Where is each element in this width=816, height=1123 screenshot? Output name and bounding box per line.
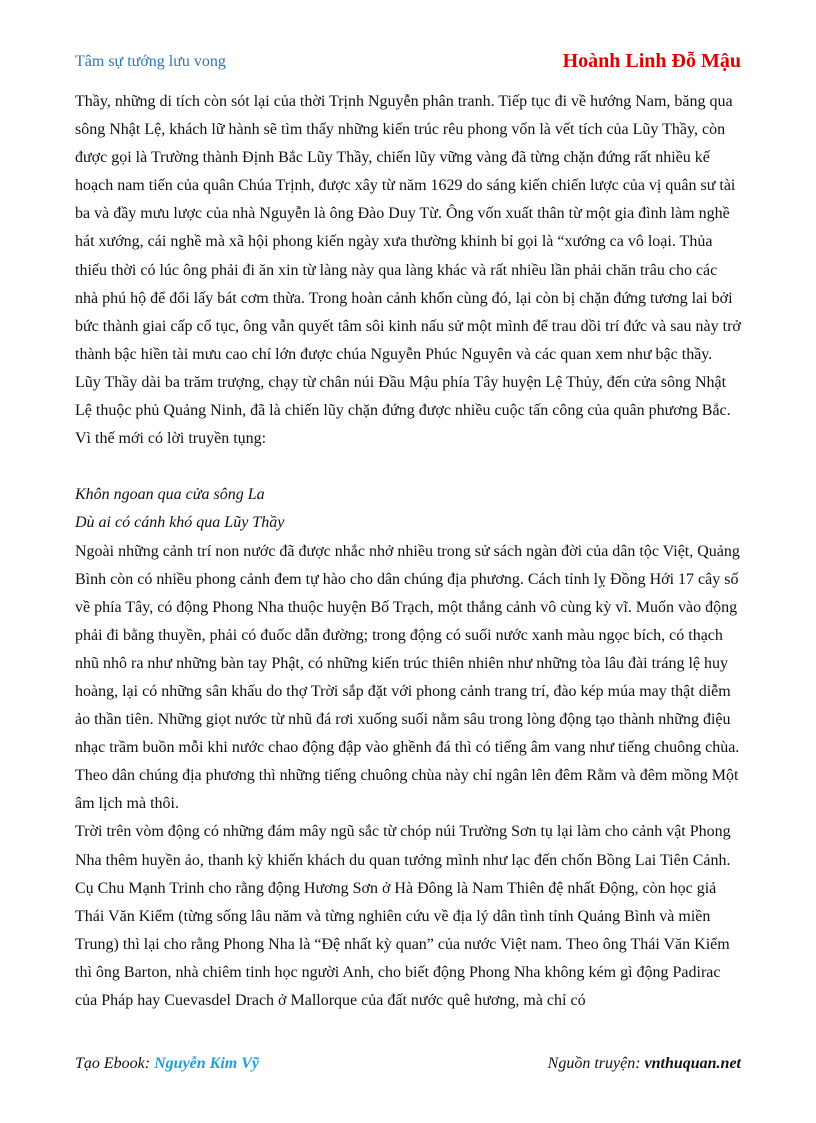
ebook-creator: Nguyễn Kim Vỹ: [154, 1055, 259, 1072]
source-credit: [548, 1055, 741, 1073]
book-title: Tâm sự tướng lưu vong: [75, 53, 226, 70]
paragraph-2: Lũy Thầy dài ba trăm trượng, chạy từ chân núi Đầu Mậu phía Tây huyện Lệ Thủy, đến cửa sông Nhật Lệ thuộc phủ Quảng Ninh, đã là chiến lũy chặn đứng được nhiều cuộc tấn công của quân phương Bắc. Vì thế mới có lời truyền tụng:: [75, 373, 731, 448]
ebook-label: Tạo Ebook: [75, 1055, 145, 1072]
ebook-credit: [75, 1055, 259, 1073]
page-footer: [75, 1055, 741, 1077]
verse-line-1: Khôn ngoan qua cửa sông La: [75, 486, 265, 504]
ebook-separator: :: [144, 1055, 155, 1072]
paragraph-4: Trời trên vòm động có những đám mây ngũ sắc từ chóp núi Trường Sơn tụ lại làm cho cảnh vật Phong Nha thêm huyền ảo, thanh kỳ khiến khách du quan tưởng mình như lạc đến chốn Bồng Lai Tiên Cảnh. Cụ Chu Mạnh Trinh cho rằng động Hương Sơn ở Hà Đông là Nam Thiên đệ nhất Động, còn học giả Thái Văn Kiểm (từng sống lâu năm và từng nghiên cứu về địa lý dân tình tỉnh Quảng Bình và miền Trung) thì lại cho rằng Phong Nha là “Đệ nhất kỳ quan” của nước Việt nam. Theo ông Thái Văn Kiểm thì ông Barton, nhà chiêm tinh học người Anh, cho biết động Phong Nha không kém gì động Padirac của Pháp hay Cuevasdel Drach ở Mallorque của đất nước quê hương, mà chỉ có: [75, 823, 731, 1009]
paragraph-1: Thầy, những di tích còn sót lại của thời Trịnh Nguyễn phân tranh. Tiếp tục đi về hướng Nam, băng qua sông Nhật Lệ, khách lữ hành sẽ tìm thấy những kiến trúc rêu phong vốn là vết tích của Lũy Thầy, còn được gọi là Trường thành Định Bắc Lũy Thầy, chiến lũy vững vàng đã từng chặn đứng rất nhiều kế hoạch nam tiến của quân Chúa Trịnh, được xây từ năm 1629 do sáng kiến chiến lược của vị quân sư tài ba và đầy mưu lược của nhà Nguyễn là ông Đào Duy Từ. Ông vốn xuất thân từ một gia đình làm nghề hát xướng, cái nghề mà xã hội phong kiến ngày xưa thường khinh bỉ gọi là “xướng ca vô loại. Thủa thiếu thời có lúc ông phải đi ăn xin từ làng này qua làng khác và rất nhiều lần phải chăn trâu cho các nhà phú hộ để đổi lấy bát cơm thừa. Trong hoàn cảnh khốn cùng đó, lại còn bị chặn đứng tương lai bởi bức thành giai cấp cổ tục, ông vẫn quyết tâm sôi kinh nấu sử một mình để trau dồi trí đức và sau này trở thành bậc hiền tài mưu cao chí lớn được chúa Nguyễn Phúc Nguyên và các quan xem như bậc thầy.: [75, 93, 741, 363]
verse-line-2: Dù ai có cánh khó qua Lũy Thầy: [75, 514, 285, 532]
source-label: Nguồn truyện: [547, 1055, 636, 1072]
source-separator: :: [635, 1055, 645, 1072]
source-site: vnthuquan.net: [644, 1055, 741, 1072]
blank-line: [75, 453, 743, 481]
page-header: [75, 50, 741, 76]
paragraph-3: Ngoài những cảnh trí non nước đã được nhắc nhở nhiều trong sử sách ngàn đời của dân tộc Việt, Quảng Bình còn có nhiều phong cảnh đem tự hào cho dân chúng địa phương. Cách tỉnh lỵ Đồng Hới 17 cây số về phía Tây, có động Phong Nha thuộc huyện Bố Trạch, một thắng cảnh vô cùng kỳ vĩ. Muốn vào động phải đi bằng thuyền, phải có đuốc dẫn đường; trong động có suối nước xanh màu ngọc bích, có thạch nhũ nhô ra như những bàn tay Phật, có những kiến trúc thiên nhiên như những tòa lâu đài tráng lệ huy hoàng, lại có những sân khấu do thợ Trời sắp đặt với phong cảnh trang trí, đào kép múa may thật diễm ảo thần tiên. Những giọt nước từ nhũ đá rơi xuống suối nằm sâu trong lòng động tạo thành những điệu nhạc trầm buồn mỗi khi nước chao động đập vào ghềnh đá thì có tiếng âm vang như tiếng chuông chùa. Theo dân chúng địa phương thì những tiếng chuông chùa này chỉ ngân lên đêm Rằm và đêm mồng Một âm lịch mà thôi.: [75, 542, 740, 813]
page-body: [75, 88, 743, 1015]
author-name: Hoành Linh Đỗ Mậu: [562, 50, 741, 72]
